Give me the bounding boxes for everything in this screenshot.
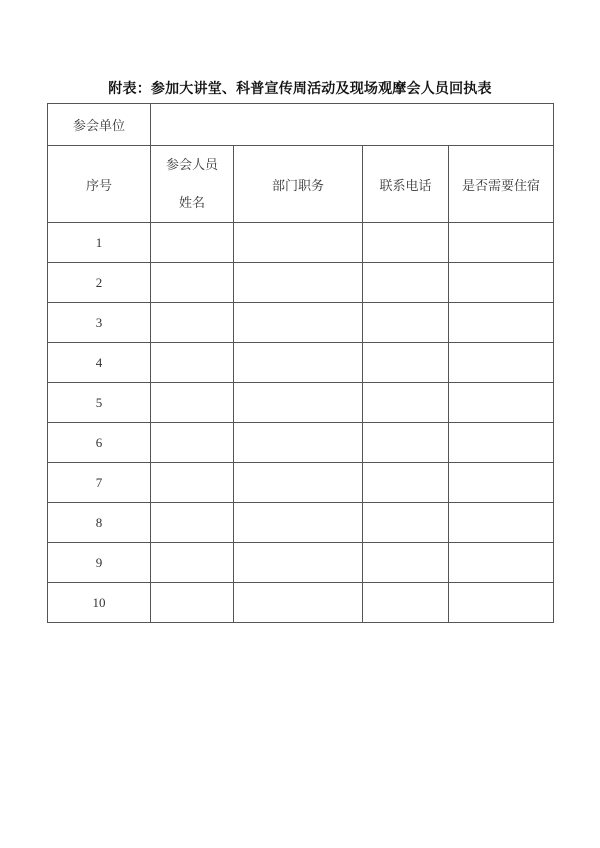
row-index: 4 [48,343,151,383]
header-index: 序号 [48,146,151,223]
name-cell [151,343,234,383]
header-name-line2: 姓名 [178,195,205,210]
phone-cell [363,383,449,423]
position-cell [234,463,363,503]
lodging-cell [449,303,554,343]
table-row [48,583,554,623]
position-cell [234,223,363,263]
lodging-cell [449,343,554,383]
lodging-cell [449,223,554,263]
unit-value-cell [151,104,554,146]
header-name [151,146,234,223]
header-row [48,146,554,223]
position-cell [234,343,363,383]
table-row [48,303,554,343]
lodging-cell [449,463,554,503]
row-index: 3 [48,303,151,343]
row-index: 8 [48,503,151,543]
name-cell [151,303,234,343]
row-index: 7 [48,463,151,503]
phone-cell [363,423,449,463]
row-index: 5 [48,383,151,423]
phone-cell [363,503,449,543]
lodging-cell [449,503,554,543]
row-index: 1 [48,223,151,263]
table-row [48,223,554,263]
row-index: 10 [48,583,151,623]
phone-cell [363,343,449,383]
phone-cell [363,543,449,583]
lodging-cell [449,423,554,463]
document-title: 附表：参加大讲堂、科普宣传周活动及现场观摩会人员回执表 [108,81,492,97]
row-index: 2 [48,263,151,303]
table-row [48,263,554,303]
header-position: 部门职务 [234,146,363,223]
table-row [48,463,554,503]
position-cell [234,423,363,463]
row-index: 6 [48,423,151,463]
lodging-cell [449,263,554,303]
name-cell [151,543,234,583]
receipt-table [47,103,554,623]
table-row [48,543,554,583]
phone-cell [363,463,449,503]
position-cell [234,303,363,343]
unit-row [48,104,554,146]
lodging-cell [449,543,554,583]
phone-cell [363,263,449,303]
table-row [48,343,554,383]
position-cell [234,543,363,583]
name-cell [151,423,234,463]
name-cell [151,503,234,543]
table-row [48,503,554,543]
lodging-cell [449,583,554,623]
phone-cell [363,583,449,623]
name-cell [151,463,234,503]
table-row [48,423,554,463]
position-cell [234,583,363,623]
position-cell [234,383,363,423]
lodging-cell [449,383,554,423]
header-phone: 联系电话 [363,146,449,223]
name-cell [151,383,234,423]
position-cell [234,263,363,303]
header-name-line1: 参会人员 [165,157,218,172]
phone-cell [363,303,449,343]
unit-label: 参会单位 [48,104,151,146]
name-cell [151,583,234,623]
phone-cell [363,223,449,263]
table-row [48,383,554,423]
name-cell [151,263,234,303]
position-cell [234,503,363,543]
row-index: 9 [48,543,151,583]
header-lodging: 是否需要住宿 [449,146,554,223]
name-cell [151,223,234,263]
